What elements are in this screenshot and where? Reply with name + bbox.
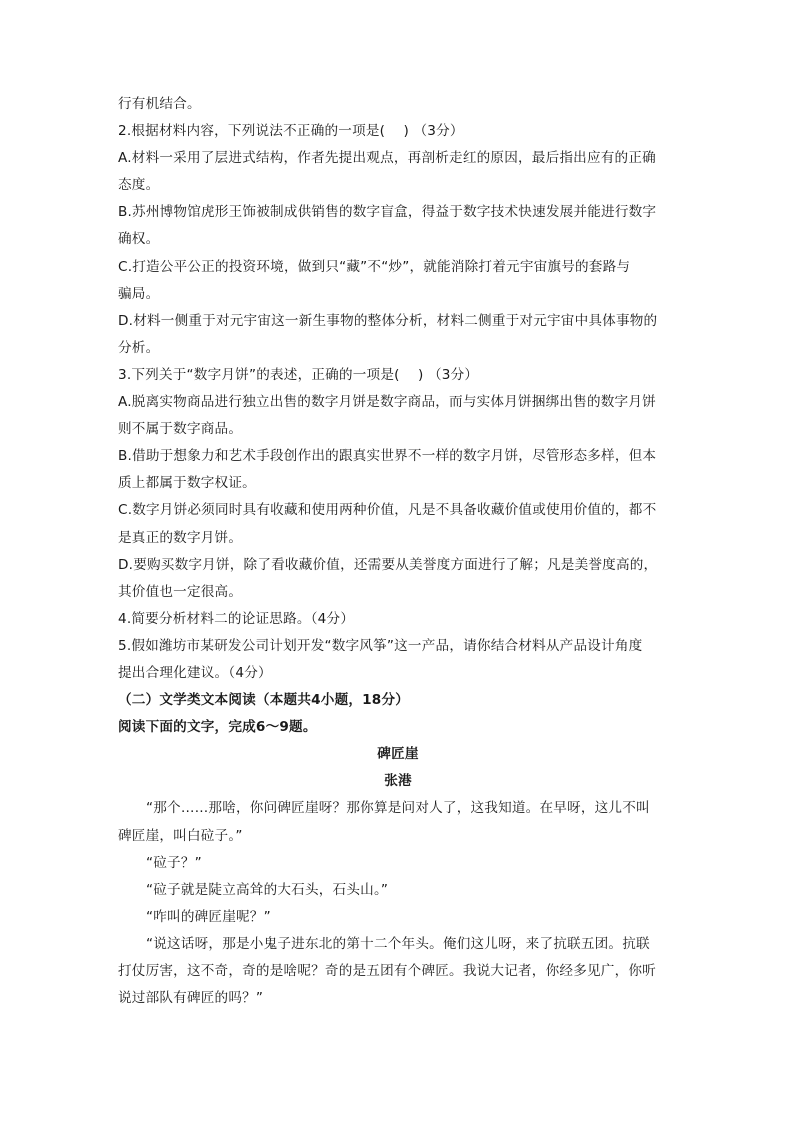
- text-line: 行有机结合。: [118, 96, 201, 112]
- text-line: A.脱离实物商品进行独立出售的数字月饼是数字商品，而与实体月饼捆绑出售的数字月饼: [118, 394, 656, 411]
- text-line: B.借助于想象力和艺术手段创作出的跟真实世界不一样的数字月饼，尽管形态多样，但本: [118, 448, 657, 465]
- text-line: “咋叫的碑匠崖呢？”: [146, 908, 271, 925]
- text-line: A.材料一采用了层进式结构，作者先提出观点，再剖析走红的原因，最后指出应有的正确: [118, 150, 656, 167]
- story-title: 碑匠崖: [377, 746, 419, 763]
- text-line: 分析。: [118, 339, 160, 356]
- text-line: 是真正的数字月饼。: [118, 529, 243, 546]
- text-line: 态度。: [118, 177, 160, 194]
- text-line: 2.根据材料内容，下列说法不正确的一项是( ) （3分）: [118, 123, 464, 140]
- text-line: D.材料一侧重于对元宇宙这一新生事物的整体分析，材料二侧重于对元宇宙中具体事物的: [118, 312, 658, 329]
- text-line: 提出合理化建议。（4分）: [118, 664, 272, 681]
- text-line: “说这话呀，那是小鬼子进东北的第十二个年头。俺们这儿呀，来了抗联五团。抗联: [146, 935, 650, 952]
- document-body: [118, 91, 678, 1012]
- text-line: 4.简要分析材料二的论证思路。（4分）: [118, 610, 355, 627]
- text-line: 说过部队有碑匠的吗？”: [118, 990, 264, 1007]
- text-line: 打仗厉害，这不奇，奇的是啥呢？奇的是五团有个碑匠。我说大记者，你经多见广，你听: [118, 963, 656, 979]
- text-line: C.数字月饼必须同时具有收藏和使用两种价值，凡是不具备收藏价值或使用价值的，都不: [118, 502, 657, 519]
- text-line: D.要购买数字月饼，除了看收藏价值，还需要从美誉度方面进行了解；凡是美誉度高的，: [118, 556, 658, 573]
- section-heading: （二）文学类文本阅读（本题共4小题，18分）: [118, 692, 410, 709]
- text-line: “砬子就是陡立高耸的大石头，石头山。”: [146, 881, 389, 898]
- text-line: C.打造公平公正的投资环境，做到只“藏”不“炒”，就能消除打着元宇宙旗号的套路与: [118, 258, 631, 275]
- story-author: 张港: [384, 773, 412, 790]
- section-heading: 阅读下面的文字，完成6～9题。: [118, 719, 317, 736]
- text-line: 3.下列关于“数字月饼”的表述，正确的一项是( ) （3分）: [118, 366, 479, 383]
- text-line: 质上都属于数字权证。: [118, 475, 256, 492]
- text-line: 则不属于数字商品。: [118, 421, 243, 438]
- text-line: 碑匠崖，叫白砬子。”: [118, 827, 243, 844]
- text-line: “砬子？”: [146, 854, 202, 871]
- text-line: “那个……那啥，你问碑匠崖呀？那你算是问对人了，这我知道。在早呀，这儿不叫: [146, 800, 650, 817]
- text-line: 骗局。: [118, 285, 160, 302]
- text-line: 其价值也一定很高。: [118, 583, 243, 600]
- text-line: B.苏州博物馆虎形王饰被制成供销售的数字盲盒，得益于数字技术快速发展并能进行数字: [118, 204, 657, 221]
- text-line: 确权。: [118, 231, 160, 248]
- text-line: 5.假如潍坊市某研发公司计划开发“数字风筝”这一产品，请你结合材料从产品设计角度: [118, 637, 643, 654]
